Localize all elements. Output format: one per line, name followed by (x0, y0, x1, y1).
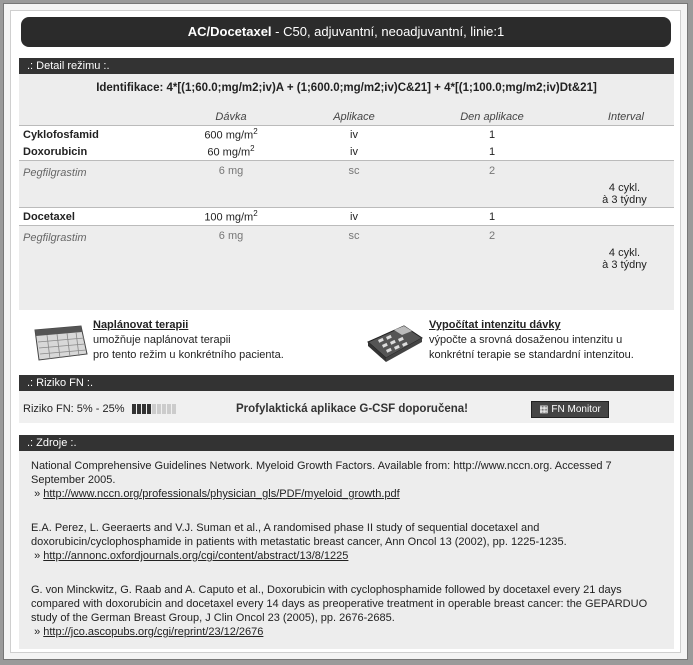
support-drug-day: 2 (413, 161, 571, 182)
risk-meter-segment (172, 404, 176, 414)
risk-meter-segment (142, 404, 146, 414)
plan-therapy-tool: Naplánovat terapii umožňuje naplánovat terapii pro tento režim u konkrétního pacienta. (93, 319, 284, 361)
link-arrow-icon: » (34, 550, 41, 562)
support-drug-day: 2 (413, 226, 571, 247)
risk-level (23, 401, 178, 417)
risk-label: Riziko FN: 5% - 25% (23, 403, 125, 415)
regimen-indication: - C50, adjuvantní, neoadjuvantní, linie:1 (271, 24, 505, 39)
drug-dose: 600 $mg/m^2$ (204, 127, 258, 142)
table-row (19, 161, 674, 182)
reference-item: National Comprehensive Guidelines Network. Myeloid Growth Factors. Available from: http://www.nccn.org. Accessed 7 September 2005. » http://www.nccn.org/professionals/physician_gls/PDF/myeloid_growth.pdf (31, 460, 612, 500)
cycle-interval: 4 cykl. à 3 týdny (602, 247, 647, 271)
cycle-interval: 4 cykl. à 3 týdny (602, 182, 647, 206)
risk-meter-segment (162, 404, 166, 414)
link-arrow-icon: » (34, 626, 41, 638)
table-row (19, 143, 674, 161)
gcsf-recommendation: Profylaktická aplikace G-CSF doporučena! (236, 403, 468, 415)
regimen-name: AC/Docetaxel (187, 24, 272, 39)
detail-panel (19, 74, 674, 310)
page-frame (3, 3, 688, 660)
drug-application: iv (295, 208, 413, 226)
risk-meter-segment (147, 404, 151, 414)
risk-meter-segment (132, 404, 136, 414)
page-title (21, 17, 671, 47)
drug-name: Docetaxel (19, 208, 167, 226)
table-row (19, 181, 674, 208)
tools-panel (19, 316, 674, 371)
col-day: Den aplikace (413, 108, 571, 126)
sources-heading: .: Zdroje :. (19, 435, 674, 451)
drug-name: Cyklofosfamid (23, 128, 99, 141)
col-application: Aplikace (295, 108, 413, 126)
regimen-identification: Identifikace: 4*[(1;60.0;mg/m2;iv)A + (1;600.0;mg/m2;iv)C&21] + 4*[(1;100.0;mg/m2;iv)Dt&21] (96, 82, 597, 94)
drug-dose: 100 $mg/m^2$ (167, 208, 295, 226)
drug-day: 1 (413, 208, 571, 226)
support-drug-application: sc (295, 226, 413, 247)
risk-meter-segment (137, 404, 141, 414)
drug-dose: 60 $mg/m^2$ (207, 144, 255, 159)
page-content (10, 10, 681, 653)
support-drug-name: Pegfilgrastim (19, 226, 167, 247)
dose-intensity-tool: Vypočítat intenzitu dávky výpočte a srovná dosaženou intenzitu u konkrétní terapie se standardní intenzitou. (429, 319, 634, 361)
reference-link[interactable]: http://annonc.oxfordjournals.org/cgi/content/abstract/13/8/1225 (43, 550, 349, 562)
support-drug-name: Pegfilgrastim (19, 161, 167, 182)
regimen-table (19, 108, 674, 272)
risk-meter-segment (157, 404, 161, 414)
plan-therapy-link[interactable]: Naplánovat terapii (93, 319, 189, 331)
drug-day: 1 (488, 128, 496, 141)
table-row (19, 208, 674, 226)
dose-intensity-link[interactable]: Vypočítat intenzitu dávky (429, 319, 561, 331)
monitor-icon: ▦ (539, 404, 552, 415)
reference-link[interactable]: http://www.nccn.org/professionals/physician_gls/PDF/myeloid_growth.pdf (43, 488, 400, 500)
table-row (19, 246, 674, 272)
col-interval: Interval (571, 108, 674, 126)
support-drug-application: sc (295, 161, 413, 182)
col-dose: Dávka (167, 108, 295, 126)
calendar-icon[interactable] (29, 324, 89, 362)
risk-heading: .: Riziko FN :. (19, 375, 674, 391)
fn-monitor-button[interactable]: ▦ FN Monitor (531, 401, 609, 418)
drug-day: 1 (488, 145, 496, 158)
table-row (19, 126, 674, 144)
reference-link[interactable]: http://jco.ascopubs.org/cgi/reprint/23/12/2676 (43, 626, 264, 638)
table-header-row (19, 108, 674, 126)
risk-meter-segment (167, 404, 171, 414)
drug-application: iv (350, 128, 358, 141)
drug-application: iv (350, 145, 358, 158)
risk-meter-segment (152, 404, 156, 414)
reference-item: E.A. Perez, L. Geeraerts and V.J. Suman et al., A randomised phase II study of sequential docetaxel and doxorubicin/cyclophosphamide in patients with metastatic breast cancer, Ann Oncol 13 (2002), pp. 1225-1235. » http://annonc.oxfordjournals.org/cgi/content/abstract/13/8/1225 (31, 522, 567, 562)
risk-meter (132, 403, 178, 413)
drug-name: Doxorubicin (23, 145, 88, 158)
support-drug-dose: 6 mg (167, 161, 295, 182)
calculator-icon[interactable] (364, 320, 424, 364)
reference-item: G. von Minckwitz, G. Raab and A. Caputo et al., Doxorubicin with cyclophosphamide followed by docetaxel every 21 days compared with doxorubicin and docetaxel every 14 days as preoperative treatment in operable breast cancer: the GEPARDUO study of the German Breast Group, J Clin Oncol 23 (2005), pp. 2676-2685. » http://jco.ascopubs.org/cgi/reprint/23/12/2676 (31, 584, 648, 638)
table-row (19, 226, 674, 247)
support-drug-dose: 6 mg (167, 226, 295, 247)
link-arrow-icon: » (34, 488, 41, 500)
detail-heading: .: Detail režimu :. (19, 58, 674, 74)
